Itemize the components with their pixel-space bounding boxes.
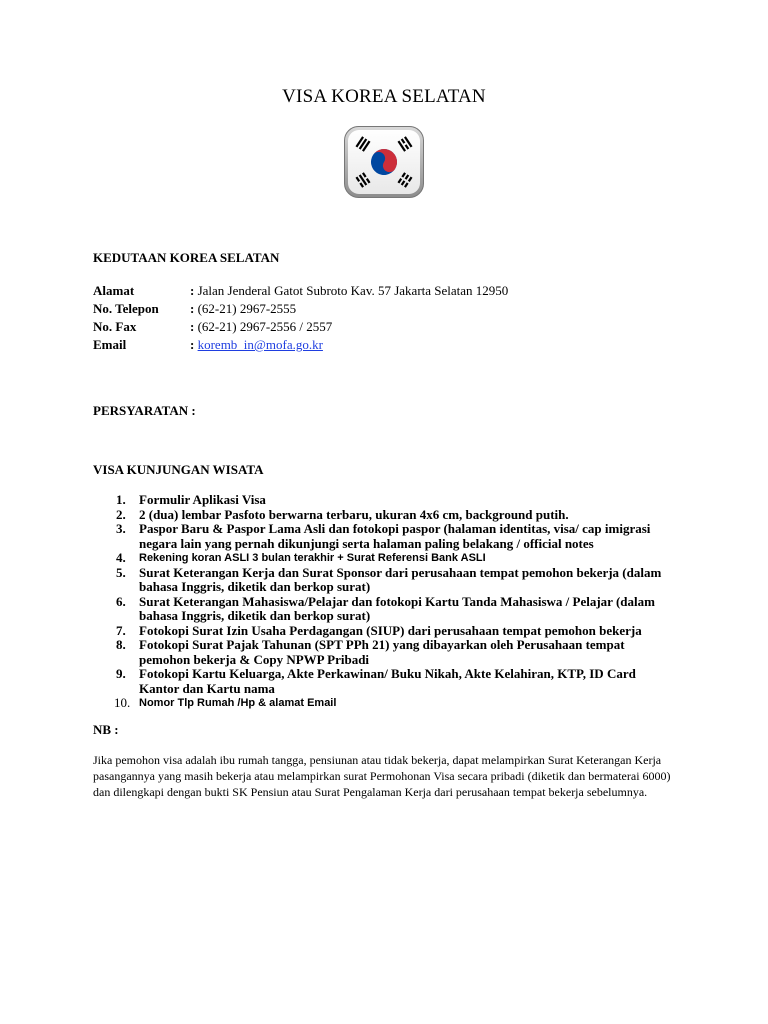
- email-colon: :: [190, 337, 195, 352]
- address-label: Alamat: [93, 283, 135, 298]
- list-item-text: Fotokopi Kartu Keluarga, Akte Perkawinan/ Buku Nikah, Akte Kelahiran, KTP, ID Card Kantor dan Kartu nama: [139, 666, 636, 696]
- list-item-number: 10.: [114, 695, 131, 710]
- list-item: [93, 508, 673, 523]
- visa-type-heading: VISA KUNJUNGAN WISATA: [93, 462, 264, 477]
- email-label: Email: [93, 337, 127, 352]
- list-item: [93, 595, 673, 624]
- requirements-heading: PERSYARATAN :: [93, 403, 196, 418]
- list-item-number: 9.: [116, 666, 126, 681]
- email-link[interactable]: koremb_in@mofa.go.kr: [197, 337, 323, 352]
- page-title: VISA KOREA SELATAN: [282, 86, 486, 107]
- email-row: [93, 336, 323, 354]
- south-korea-flag-icon: [344, 126, 424, 198]
- fax-value: (62-21) 2967-2556 / 2557: [197, 319, 333, 334]
- phone-label: No. Telepon: [93, 301, 159, 316]
- list-item-number: 5.: [116, 564, 126, 580]
- address-value: Jalan Jenderal Gatot Subroto Kav. 57 Jakarta Selatan 12950: [197, 283, 509, 298]
- phone-value: (62-21) 2967-2555: [197, 301, 297, 316]
- list-item-number: 2.: [116, 506, 126, 522]
- nb-label: NB :: [93, 722, 119, 737]
- phone-colon: :: [190, 301, 195, 316]
- fax-row: [93, 318, 332, 336]
- list-item-text: Fotokopi Surat Izin Usaha Perdagangan (SIUP) dari perusahaan tempat pemohon bekerja: [139, 622, 642, 638]
- list-item-number: 1.: [116, 492, 126, 507]
- list-item: [93, 522, 673, 551]
- list-item-number: 4.: [116, 550, 126, 565]
- list-item: [93, 566, 673, 595]
- address-row: [93, 282, 508, 300]
- fax-colon: :: [190, 319, 195, 334]
- list-item-number: 3.: [116, 521, 126, 536]
- requirements-list: [93, 493, 673, 711]
- list-item-number: 8.: [116, 637, 126, 652]
- list-item-text: Surat Keterangan Kerja dan Surat Sponsor dari perusahaan tempat pemohon bekerja (dalam bahasa Inggris, diketik dan berkop surat): [139, 564, 662, 594]
- list-item-text: Nomor Tlp Rumah /Hp & alamat Email: [139, 697, 337, 709]
- list-item-text: 2 (dua) lembar Pasfoto berwarna terbaru, ukuran 4x6 cm, background putih.: [139, 506, 569, 522]
- list-item: [93, 638, 673, 667]
- list-item: [93, 696, 673, 711]
- embassy-heading: KEDUTAAN KOREA SELATAN: [93, 250, 280, 265]
- list-item-text: Paspor Baru & Paspor Lama Asli dan fotokopi paspor (halaman identitas, visa/ cap imigrasi negara lain yang pernah dikunjungi serta halaman paling belakang / official notes: [139, 521, 651, 551]
- address-colon: :: [190, 283, 195, 298]
- list-item: [93, 493, 673, 508]
- list-item-number: 6.: [116, 593, 126, 609]
- list-item-text: Rekening koran ASLI 3 bulan terakhir + Surat Referensi Bank ASLI: [139, 552, 486, 564]
- list-item-number: 7.: [116, 622, 126, 638]
- fax-label: No. Fax: [93, 319, 137, 334]
- list-item: [93, 551, 673, 566]
- list-item-text: Fotokopi Surat Pajak Tahunan (SPT PPh 21) yang dibayarkan oleh Perusahaan tempat pemohon bekerja & Copy NPWP Pribadi: [139, 637, 625, 667]
- phone-row: [93, 300, 296, 318]
- list-item-text: Surat Keterangan Mahasiswa/Pelajar dan fotokopi Kartu Tanda Mahasiswa / Pelajar (dalam bahasa Inggris, diketik dan berkop surat): [139, 593, 655, 623]
- list-item: [93, 624, 673, 639]
- list-item-text: Formulir Aplikasi Visa: [139, 492, 266, 507]
- note-paragraph: Jika pemohon visa adalah ibu rumah tangga, pensiunan atau tidak bekerja, dapat melampirkan Surat Keterangan Kerja pasangannya yang masih bekerja atau melampirkan surat Permohonan Visa secara pribadi (diketik dan bermaterai 6000) dan dilengkapi dengan bukti SK Pensiun atau Surat Pengalaman Kerja dari perusahaan tempat bekerja sebelumnya.: [93, 753, 671, 799]
- list-item: [93, 667, 673, 696]
